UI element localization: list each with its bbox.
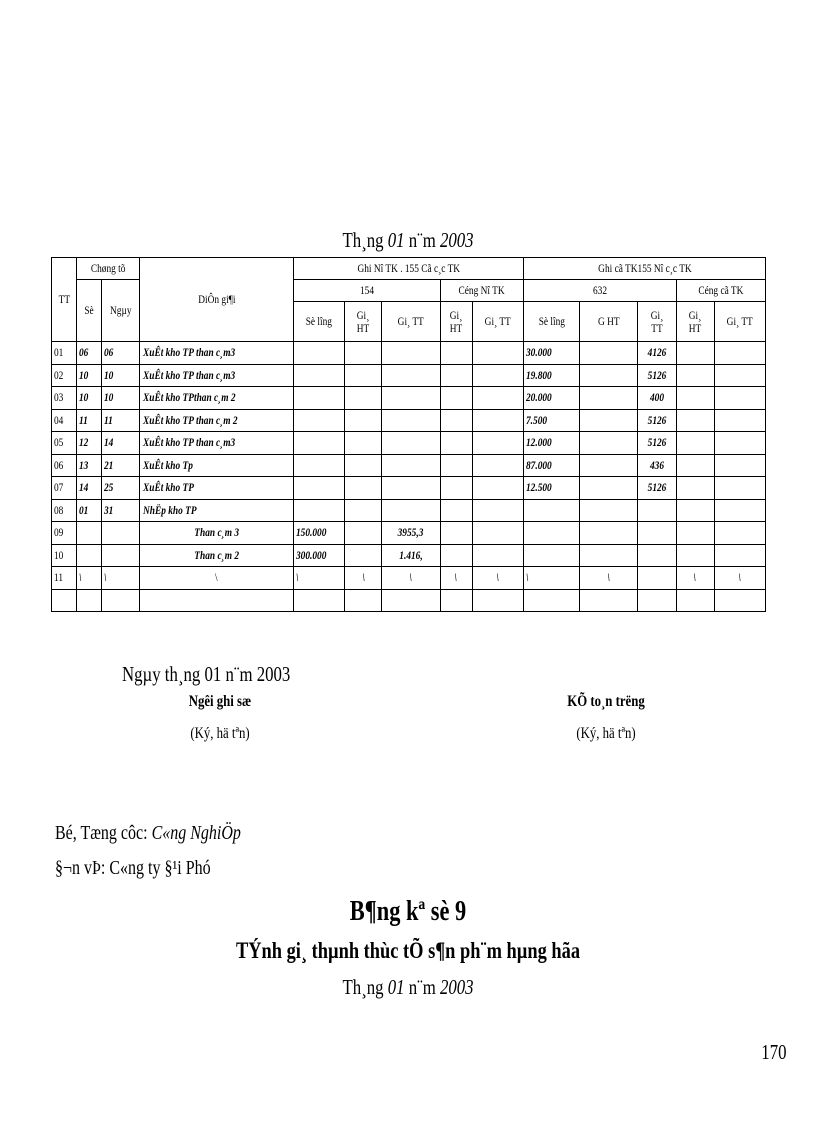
cell-tt: 11: [52, 567, 77, 590]
cell-c-tt: 436: [638, 454, 676, 477]
cell-tt: 05: [52, 432, 77, 455]
header-cn-gia-tt: Gi¸ TT: [472, 302, 523, 342]
table-row: [52, 544, 766, 567]
cell-cc-ht: [676, 522, 714, 545]
cell-cn-ht: [440, 409, 472, 432]
cell-c-tt: 5126: [638, 477, 676, 500]
cell-cn-ht: [440, 364, 472, 387]
cell-n-tt: [382, 342, 440, 365]
cell-n-ht: [345, 544, 382, 567]
cell-so: 10: [77, 387, 102, 410]
form-title: B¶ng kª sè 9: [349, 896, 467, 927]
cell-n-sl: 300.000: [293, 544, 344, 567]
cell-cc-tt: [714, 477, 765, 500]
table-row: [52, 567, 766, 590]
cell-desc: [140, 589, 294, 612]
cell-cn-ht: [440, 387, 472, 410]
cell-desc: XuÊt kho TP than c¸m 2: [140, 409, 294, 432]
cell-cn-ht: [440, 454, 472, 477]
cell-c-tt: 5126: [638, 364, 676, 387]
header-ghi-no: Ghi Nî TK . 155 Cã c¸c TK: [293, 258, 523, 280]
cell-cn-ht: \: [440, 567, 472, 590]
header-dien-giai: DiÔn gi¶i: [140, 258, 294, 342]
header-cc-gia-tt: Gi¸ TT: [714, 302, 765, 342]
cell-c-sl: [523, 522, 579, 545]
header-no-gia-tt: Gi¸ TT: [382, 302, 440, 342]
cell-tt: 01: [52, 342, 77, 365]
cell-tt: 06: [52, 454, 77, 477]
cell-ngay: [102, 522, 140, 545]
header-so: Sè: [77, 280, 102, 342]
chief-accountant-title: KÕ to¸n trëng: [567, 693, 645, 710]
org-unit: §¬n vÞ: C«ng ty §¹i Phó: [55, 857, 211, 879]
cell-desc: Than c¸m 2: [140, 544, 294, 567]
cell-so: [77, 544, 102, 567]
ledger-table: [51, 257, 766, 612]
cell-c-ht: [580, 364, 638, 387]
cell-tt: 04: [52, 409, 77, 432]
cell-c-ht: [580, 454, 638, 477]
cell-ngay: \: [102, 567, 140, 590]
cell-cn-ht: [440, 522, 472, 545]
cell-c-sl: [523, 499, 579, 522]
cell-n-ht: [345, 342, 382, 365]
cell-tt: [52, 589, 77, 612]
cell-n-tt: [382, 499, 440, 522]
cell-n-sl: [293, 342, 344, 365]
cell-n-ht: [345, 589, 382, 612]
header-tt: TT: [52, 258, 77, 342]
cell-tt: 08: [52, 499, 77, 522]
cell-cc-tt: \: [714, 567, 765, 590]
cell-c-ht: [580, 432, 638, 455]
cell-cn-tt: [472, 499, 523, 522]
cell-c-sl: 87.000: [523, 454, 579, 477]
cell-n-ht: [345, 522, 382, 545]
cell-desc: XuÊt kho Tp: [140, 454, 294, 477]
cell-cc-tt: [714, 364, 765, 387]
cell-ngay: 21: [102, 454, 140, 477]
cell-cc-ht: [676, 499, 714, 522]
cell-cc-tt: [714, 589, 765, 612]
cell-cn-tt: [472, 544, 523, 567]
cell-n-sl: [293, 477, 344, 500]
cell-c-sl: 12.500: [523, 477, 579, 500]
cell-n-tt: [382, 589, 440, 612]
cell-c-ht: [580, 522, 638, 545]
cell-so: \: [77, 567, 102, 590]
cell-n-ht: [345, 409, 382, 432]
cell-so: 12: [77, 432, 102, 455]
cell-so: 10: [77, 364, 102, 387]
cell-desc: XuÊt kho TP: [140, 477, 294, 500]
cell-c-sl: 12.000: [523, 432, 579, 455]
cell-c-tt: 5126: [638, 409, 676, 432]
cell-c-tt: [638, 522, 676, 545]
cell-n-ht: [345, 454, 382, 477]
signature-date: Ngµy th¸ng 01 n¨m 2003: [122, 662, 291, 686]
cell-so: 01: [77, 499, 102, 522]
cell-c-tt: 5126: [638, 432, 676, 455]
cell-cn-ht: [440, 589, 472, 612]
header-no-gia-ht: Gi¸ HT: [345, 302, 382, 342]
cell-c-tt: [638, 567, 676, 590]
cell-tt: 07: [52, 477, 77, 500]
cell-c-ht: [580, 589, 638, 612]
cell-n-sl: 150.000: [293, 522, 344, 545]
cell-cn-tt: [472, 364, 523, 387]
cell-tt: 09: [52, 522, 77, 545]
cell-cn-ht: [440, 432, 472, 455]
cell-cn-tt: [472, 387, 523, 410]
header-cc-gia-ht: Gi¸ HT: [676, 302, 714, 342]
cell-tt: 10: [52, 544, 77, 567]
cell-c-tt: 4126: [638, 342, 676, 365]
cell-n-tt: [382, 364, 440, 387]
cell-c-sl: [523, 544, 579, 567]
cell-cc-tt: [714, 499, 765, 522]
cell-ngay: 11: [102, 409, 140, 432]
cell-cc-ht: [676, 364, 714, 387]
cell-c-tt: 400: [638, 387, 676, 410]
cell-ngay: 10: [102, 364, 140, 387]
cell-ngay: 06: [102, 342, 140, 365]
cell-cc-ht: [676, 477, 714, 500]
cell-c-ht: [580, 387, 638, 410]
cell-cn-ht: [440, 342, 472, 365]
cell-cn-tt: [472, 522, 523, 545]
ledger-body: [52, 342, 766, 612]
cell-n-ht: [345, 499, 382, 522]
cell-desc: XuÊt kho TP than c¸m3: [140, 342, 294, 365]
cell-ngay: [102, 589, 140, 612]
cell-n-sl: [293, 499, 344, 522]
table-row: [52, 342, 766, 365]
table-row: [52, 499, 766, 522]
cell-ngay: 10: [102, 387, 140, 410]
cell-cc-ht: [676, 544, 714, 567]
header-ngay: Ngµy: [102, 280, 140, 342]
cell-n-sl: [293, 409, 344, 432]
cell-cn-ht: [440, 544, 472, 567]
cell-so: 14: [77, 477, 102, 500]
cell-n-sl: [293, 589, 344, 612]
cell-c-sl: 19.800: [523, 364, 579, 387]
header-ghi-co: Ghi cã TK155 Nî c¸c TK: [523, 258, 765, 280]
cell-c-sl: 20.000: [523, 387, 579, 410]
cell-c-tt: [638, 499, 676, 522]
cell-n-ht: \: [345, 567, 382, 590]
cell-cn-tt: [472, 477, 523, 500]
cell-n-sl: [293, 364, 344, 387]
cell-cc-ht: [676, 454, 714, 477]
cell-c-sl: 7.500: [523, 409, 579, 432]
cell-cn-tt: [472, 454, 523, 477]
cell-cc-tt: [714, 522, 765, 545]
header-cong-co: Céng cã TK: [676, 280, 765, 302]
cell-n-tt: [382, 409, 440, 432]
cell-desc: Than c¸m 3: [140, 522, 294, 545]
table-row: [52, 454, 766, 477]
table-row: [52, 387, 766, 410]
cell-n-sl: \: [293, 567, 344, 590]
cell-n-tt: \: [382, 567, 440, 590]
cell-cn-tt: [472, 432, 523, 455]
cell-tt: 03: [52, 387, 77, 410]
cell-n-sl: [293, 454, 344, 477]
cell-so: 13: [77, 454, 102, 477]
table-row: [52, 477, 766, 500]
table-row: [52, 522, 766, 545]
cell-cc-ht: [676, 387, 714, 410]
cell-n-tt: 3955,3: [382, 522, 440, 545]
cell-desc: XuÊt kho TP than c¸m3: [140, 364, 294, 387]
cell-cc-tt: [714, 454, 765, 477]
table-month-title: Th¸ng 01 n¨m 2003: [342, 228, 474, 252]
cell-n-sl: [293, 387, 344, 410]
form-month: Th¸ng 01 n¨m 2003: [342, 975, 474, 999]
table-row: [52, 409, 766, 432]
header-co-gia-tt: Gi¸ TT: [638, 302, 676, 342]
cell-cc-ht: [676, 432, 714, 455]
cell-n-sl: [293, 432, 344, 455]
cell-cn-tt: [472, 589, 523, 612]
cell-cc-ht: \: [676, 567, 714, 590]
cell-cc-tt: [714, 432, 765, 455]
cell-ngay: 14: [102, 432, 140, 455]
cell-n-tt: 1.416,: [382, 544, 440, 567]
header-cong-no: Céng Nî TK: [440, 280, 523, 302]
cell-c-tt: [638, 589, 676, 612]
cell-cn-tt: \: [472, 567, 523, 590]
cell-c-tt: [638, 544, 676, 567]
cell-cc-ht: [676, 589, 714, 612]
cell-n-tt: [382, 477, 440, 500]
cell-desc: XuÊt kho TP than c¸m3: [140, 432, 294, 455]
header-tk632: 632: [523, 280, 676, 302]
org-ministry: Bé, Tæng côc: C«ng NghiÖp: [55, 822, 241, 844]
cell-ngay: 31: [102, 499, 140, 522]
header-no-so-luong: Sè lîng: [293, 302, 344, 342]
cell-ngay: 25: [102, 477, 140, 500]
cell-cn-ht: [440, 477, 472, 500]
cell-desc: XuÊt kho TPthan c¸m 2: [140, 387, 294, 410]
cell-c-ht: [580, 499, 638, 522]
cell-n-tt: [382, 454, 440, 477]
cell-n-ht: [345, 364, 382, 387]
cell-cc-tt: [714, 387, 765, 410]
table-row: [52, 364, 766, 387]
cell-desc: \: [140, 567, 294, 590]
table-row: [52, 589, 766, 612]
cell-desc: NhËp kho TP: [140, 499, 294, 522]
cell-n-tt: [382, 387, 440, 410]
cell-c-sl: \: [523, 567, 579, 590]
cell-so: [77, 589, 102, 612]
cell-cc-tt: [714, 409, 765, 432]
cell-cc-ht: [676, 409, 714, 432]
cell-c-sl: [523, 589, 579, 612]
recorder-sign-note: (Ký, hä tªn): [190, 725, 250, 742]
cell-cc-ht: [676, 342, 714, 365]
header-chung-tu: Chøng tõ: [77, 258, 140, 280]
page-number: 170: [760, 1040, 786, 1064]
header-tk154: 154: [293, 280, 440, 302]
cell-n-ht: [345, 432, 382, 455]
cell-c-ht: \: [580, 567, 638, 590]
cell-n-tt: [382, 432, 440, 455]
cell-cn-ht: [440, 499, 472, 522]
cell-c-ht: [580, 544, 638, 567]
cell-so: [77, 522, 102, 545]
cell-n-ht: [345, 477, 382, 500]
cell-c-ht: [580, 342, 638, 365]
chief-accountant-sign-note: (Ký, hä tªn): [576, 725, 636, 742]
cell-n-ht: [345, 387, 382, 410]
cell-cc-tt: [714, 544, 765, 567]
cell-cn-tt: [472, 409, 523, 432]
cell-c-ht: [580, 409, 638, 432]
cell-cn-tt: [472, 342, 523, 365]
cell-ngay: [102, 544, 140, 567]
cell-so: 06: [77, 342, 102, 365]
form-subtitle: TÝnh gi¸ thµnh thùc tÕ s¶n ph¨m hµng hãa: [235, 938, 581, 963]
table-row: [52, 432, 766, 455]
recorder-title: Ngêi ghi sæ: [188, 693, 252, 710]
header-co-so-luong: Sè lîng: [523, 302, 579, 342]
header-co-ght: G HT: [580, 302, 638, 342]
cell-c-ht: [580, 477, 638, 500]
cell-tt: 02: [52, 364, 77, 387]
cell-so: 11: [77, 409, 102, 432]
cell-cc-tt: [714, 342, 765, 365]
header-cn-gia-ht: Gi¸ HT: [440, 302, 472, 342]
cell-c-sl: 30.000: [523, 342, 579, 365]
